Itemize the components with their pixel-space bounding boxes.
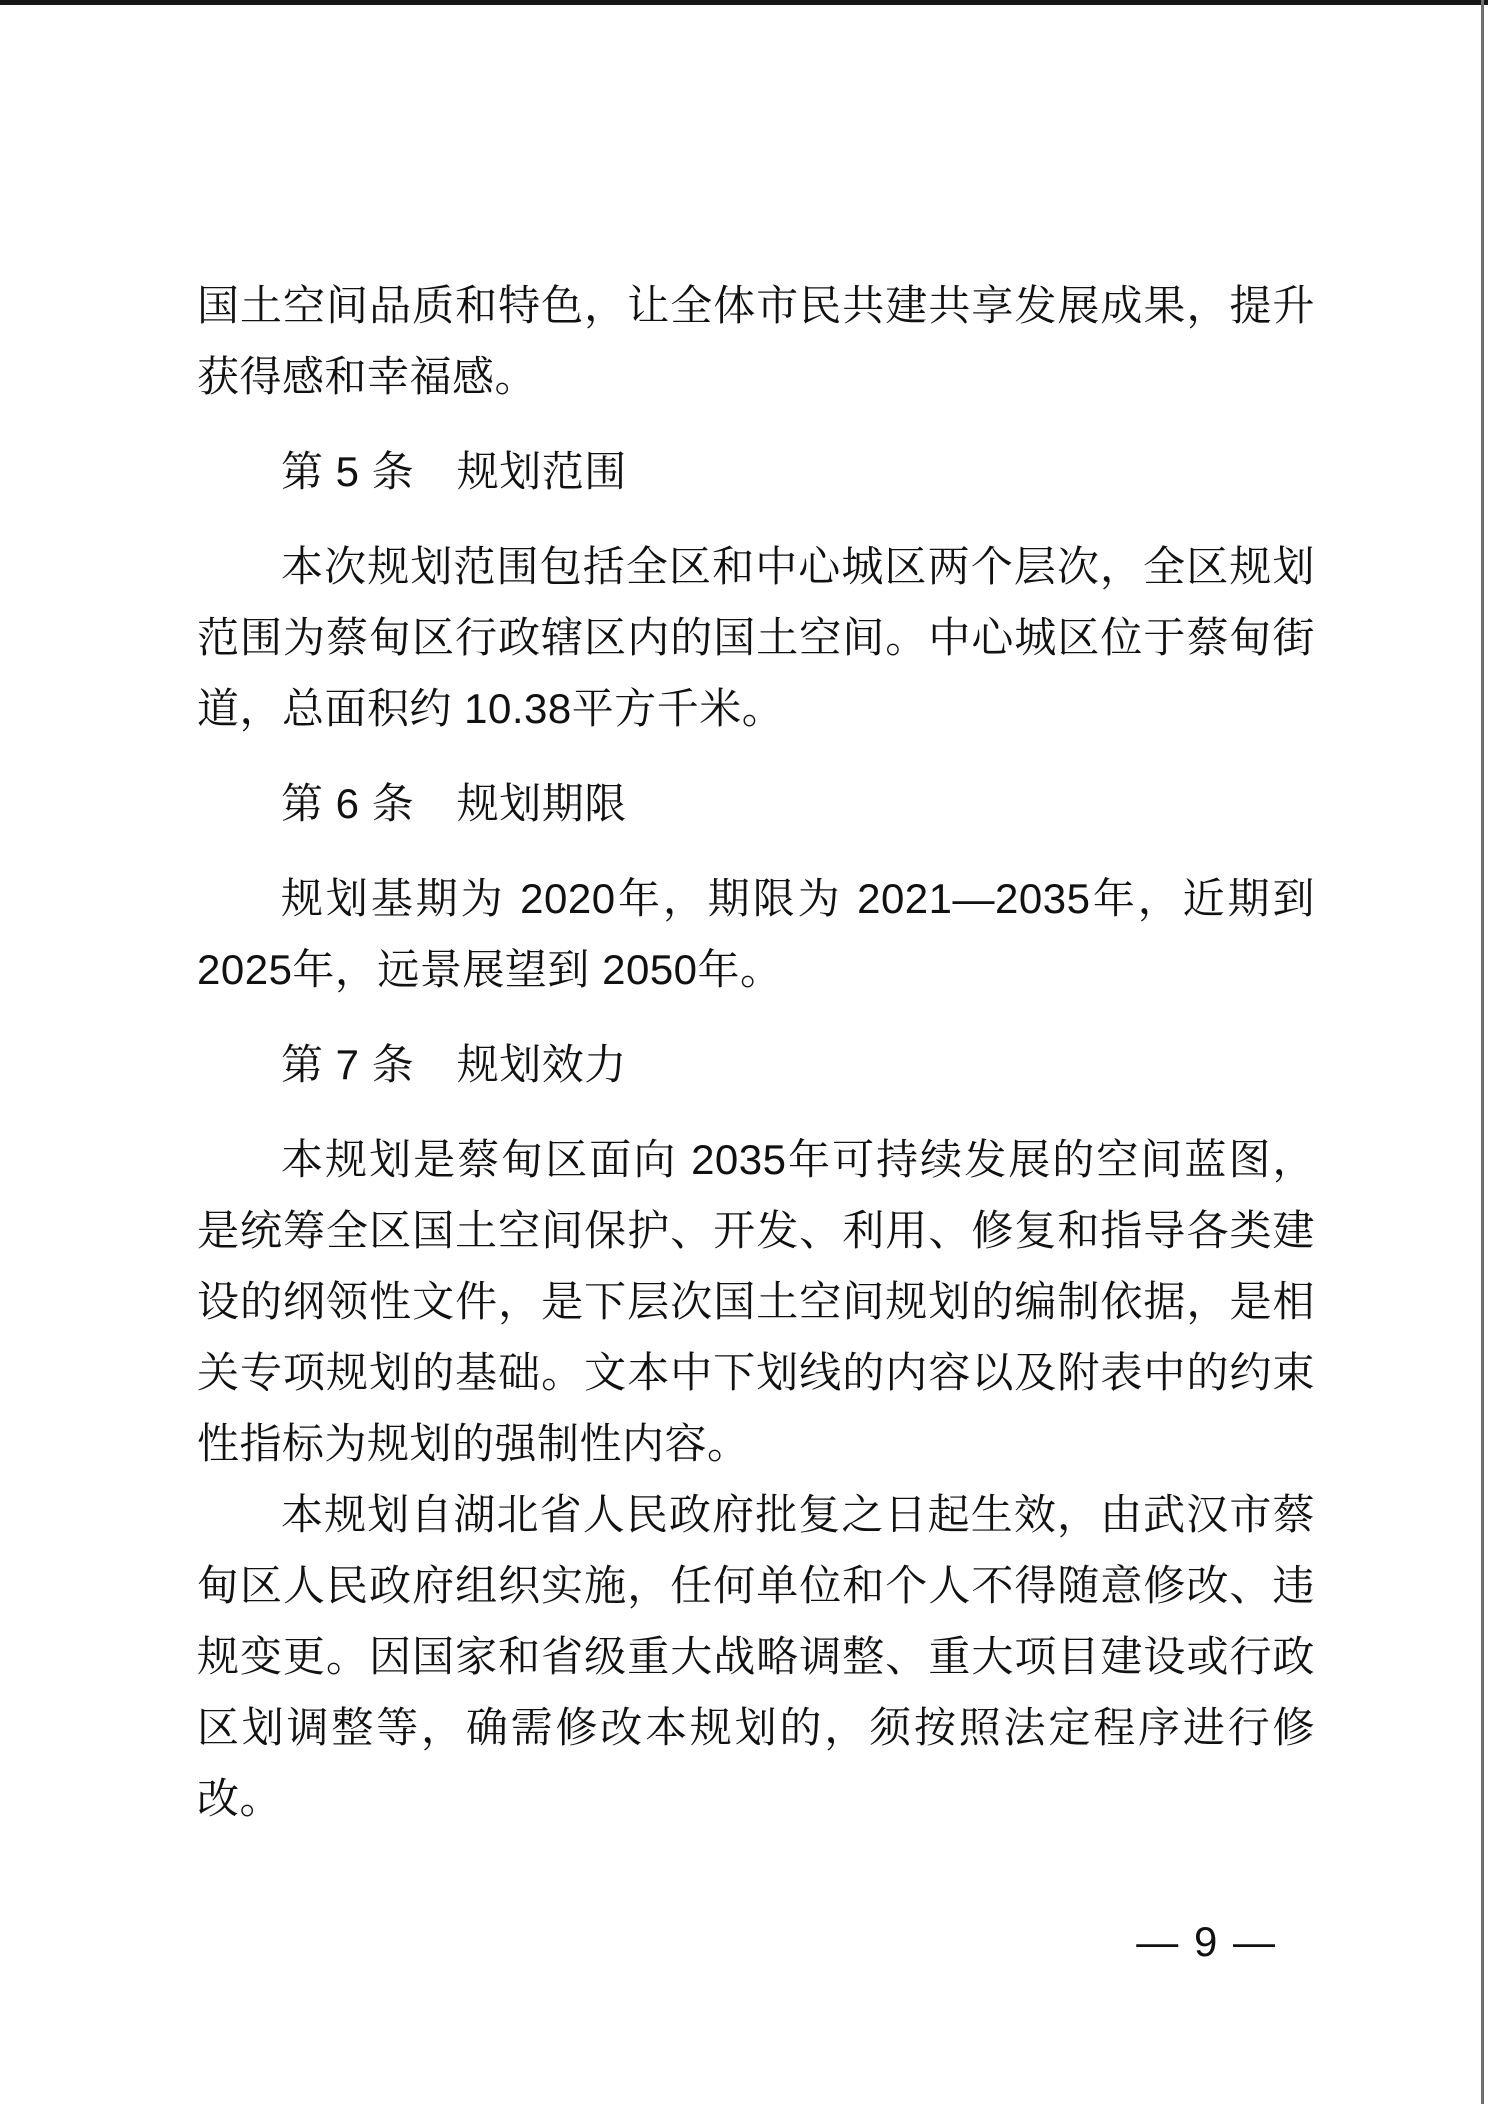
article-6-body: 规划基期为 2020年，期限为 2021—2035年，近期到 2025年，远景展望到 2050年。 <box>197 875 1315 993</box>
article-5-heading: 第 5 条 规划范围 <box>281 448 627 495</box>
scan-edge-right <box>1481 0 1484 2104</box>
article-5-body: 本次规划范围包括全区和中心城区两个层次，全区规划范围为蔡甸区行政辖区内的国土空间。中心城区位于蔡甸街道，总面积约 10.38平方千米。 <box>197 543 1315 732</box>
scan-edge-top <box>0 0 1488 5</box>
article-7-body-implementation: 本规划自湖北省人民政府批复之日起生效，由武汉市蔡甸区人民政府组织实施，任何单位和个人不得随意修改、违规变更。因国家和省级重大战略调整、重大项目建设或行政区划调整等，确需修改本规划的，须按照法定程序进行修改。 <box>197 1491 1315 1822</box>
paragraph-purpose-continuation: 国土空间品质和特色，让全体市民共建共享发展成果，提升获得感和幸福感。 <box>197 282 1315 400</box>
article-7-body-effect: 本规划是蔡甸区面向 2035年可持续发展的空间蓝图，是统筹全区国土空间保护、开发、利用、修复和指导各类建设的纲领性文件，是下层次国土空间规划的编制依据，是相关专项规划的基础。文本中下划线的内容以及附表中的约束性指标为规划的强制性内容。 <box>197 1136 1315 1467</box>
article-6-heading: 第 6 条 规划期限 <box>281 780 627 827</box>
article-7-heading: 第 7 条 规划效力 <box>281 1041 627 1088</box>
page-number: — 9 — <box>1136 1918 1277 1965</box>
page-content <box>197 270 1315 1834</box>
